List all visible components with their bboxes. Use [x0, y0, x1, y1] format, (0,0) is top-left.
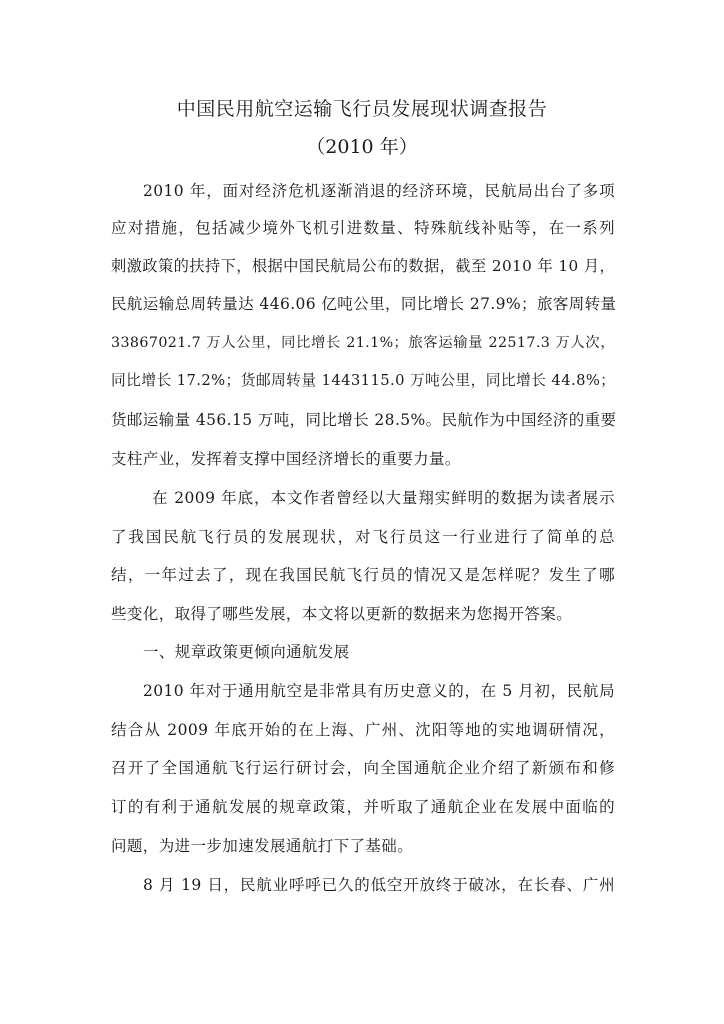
- document-title: 中国民用航空运输飞行员发展现状调查报告: [176, 98, 548, 120]
- paragraph-1-line-4: 民航运输总周转量达 446.06 亿吨公里，同比增长 27.9%；旅客周转量: [111, 295, 617, 313]
- paragraph-3-line-3: 召开了全国通航飞行运行研讨会，向全国通航企业介绍了新颁布和修: [111, 759, 615, 777]
- paragraph-1-line-3: 刺激政策的扶持下，根据中国民航局公布的数据，截至 2010 年 10 月，: [111, 257, 616, 275]
- paragraph-1-line-7: 货邮运输量 456.15 万吨，同比增长 28.5%。民航作为中国经济的重要: [111, 411, 617, 429]
- document-subtitle: （2010 年）: [306, 136, 418, 158]
- paragraph-3-line-1: 2010 年对于通用航空是非常具有历史意义的，在 5 月初，民航局: [143, 682, 615, 700]
- paragraph-1-line-6: 同比增长 17.2%；货邮周转量 1443115.0 万吨公里，同比增长 44.8%；: [111, 372, 616, 389]
- section-heading-1: 一、规章政策更倾向通航发展: [143, 643, 350, 661]
- paragraph-1-line-2: 应对措施，包括减少境外飞机引进数量、特殊航线补贴等，在一系列: [111, 219, 615, 237]
- paragraph-4-line-1: 8 月 19 日，民航业呼呼已久的低空开放终于破冰，在长春、广州: [143, 876, 615, 894]
- paragraph-3-line-4: 订的有利于通航发展的规章政策，并听取了通航企业在发展中面临的: [111, 798, 615, 816]
- paragraph-1-line-5: 33867021.7 万人公里，同比增长 21.1%；旅客运输量 22517.3 万人次，: [111, 335, 615, 351]
- paragraph-2-line-4: 些变化，取得了哪些发展，本文将以更新的数据来为您揭开答案。: [111, 605, 573, 623]
- paragraph-1-line-8: 支柱产业，发挥着支撑中国经济增长的重要力量。: [111, 450, 461, 468]
- paragraph-2-line-2: 了我国民航飞行员的发展现状，对飞行员这一行业进行了简单的总: [111, 528, 615, 546]
- paragraph-1-line-1: 2010 年，面对经济危机逐渐消退的经济环境，民航局出台了多项: [143, 182, 615, 200]
- paragraph-2-line-3: 结，一年过去了，现在我国民航飞行员的情况又是怎样呢？发生了哪: [111, 566, 615, 584]
- paragraph-3-line-5: 问题，为进一步加速发展通航打下了基础。: [111, 837, 414, 855]
- paragraph-3-line-2: 结合从 2009 年底开始的在上海、广州、沈阳等地的实地调研情况，: [111, 721, 615, 739]
- paragraph-2-line-1: 在 2009 年底，本文作者曾经以大量翔实鲜明的数据为读者展示: [152, 489, 615, 507]
